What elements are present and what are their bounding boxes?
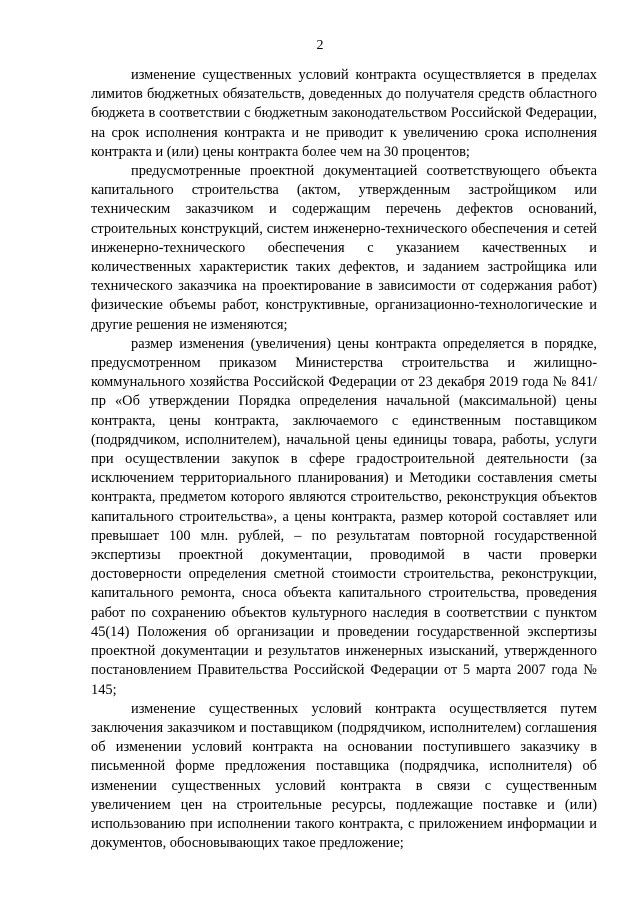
paragraph-agreement-conclusion: изменение существенных условий контракта осуществляется путем заключения заказчиком и поставщиком (подрядчиком, исполнителем) соглашения об изменении условий контракта на основании поступившего заказчику в письменной форме предложения поставщика (подрядчика, исполнителя) об изменении существенных условий контракта в связи с существенным увеличением цен на строительные ресурсы, подлежащие поставке и (или) использованию при исполнении такого контракта, с приложением информации и документов, обосновывающих такое предложение; — [91, 700, 597, 852]
paragraph-project-documentation: предусмотренные проектной документацией соответствующего объекта капитального строительства (актом, утвержденным застройщиком или техническим заказчиком и содержащим перечень дефектов оснований, строительных конструкций, систем инженерно-технического обеспечения и сетей инженерно-технического обеспечения с указанием качественных и количественных характеристик таких дефектов, и заданием застройщика или технического заказчика на проектирование в зависимости от содержания работ) физические объемы работ, конструктивные, организационно-технологические и другие решения не изменяются; — [91, 163, 597, 333]
page-number: 2 — [316, 38, 324, 53]
paragraph-contract-limits: изменение существенных условий контракта осуществляется в пределах лимитов бюджетных обязательств, доведенных до получателя средств областного бюджета в соответствии с бюджетным законодательством Российской Федерации, на срок исполнения контракта и не приводит к увеличению срока исполнения контракта и (или) цены контракта более чем на 30 процентов; — [91, 67, 597, 160]
document-body — [91, 66, 597, 853]
paragraph-price-change-order: размер изменения (увеличения) цены контракта определяется в порядке, предусмотренном приказом Министерства строительства и жилищно-коммунального хозяйства Российской Федерации от 23 декабря 2019 года № 841/пр «Об утверждении Порядка определения начальной (максимальной) цены контракта, цены контракта, заключаемого с единственным поставщиком (подрядчиком, исполнителем), начальной цены единицы товара, работы, услуги при осуществлении закупок в сфере градостроительной деятельности (за исключением территориального планирования) и Методики составления сметы контракта, предметом которого являются строительство, реконструкция объектов капитального строительства», а цены контракта, размер которой составляет или превышает 100 млн. рублей, – по результатам повторной государственной экспертизы проектной документации, проводимой в части проверки достоверности определения сметной стоимости строительства, реконструкции, капитального ремонта, сноса объекта капитального строительства, проведения работ по сохранению объектов культурного наследия в соответствии с пунктом 45(14) Положения об организации и проведении государственной экспертизы проектной документации и результатов инженерных изысканий, утвержденного постановлением Правительства Российской Федерации от 5 марта 2007 года № 145; — [91, 335, 597, 698]
